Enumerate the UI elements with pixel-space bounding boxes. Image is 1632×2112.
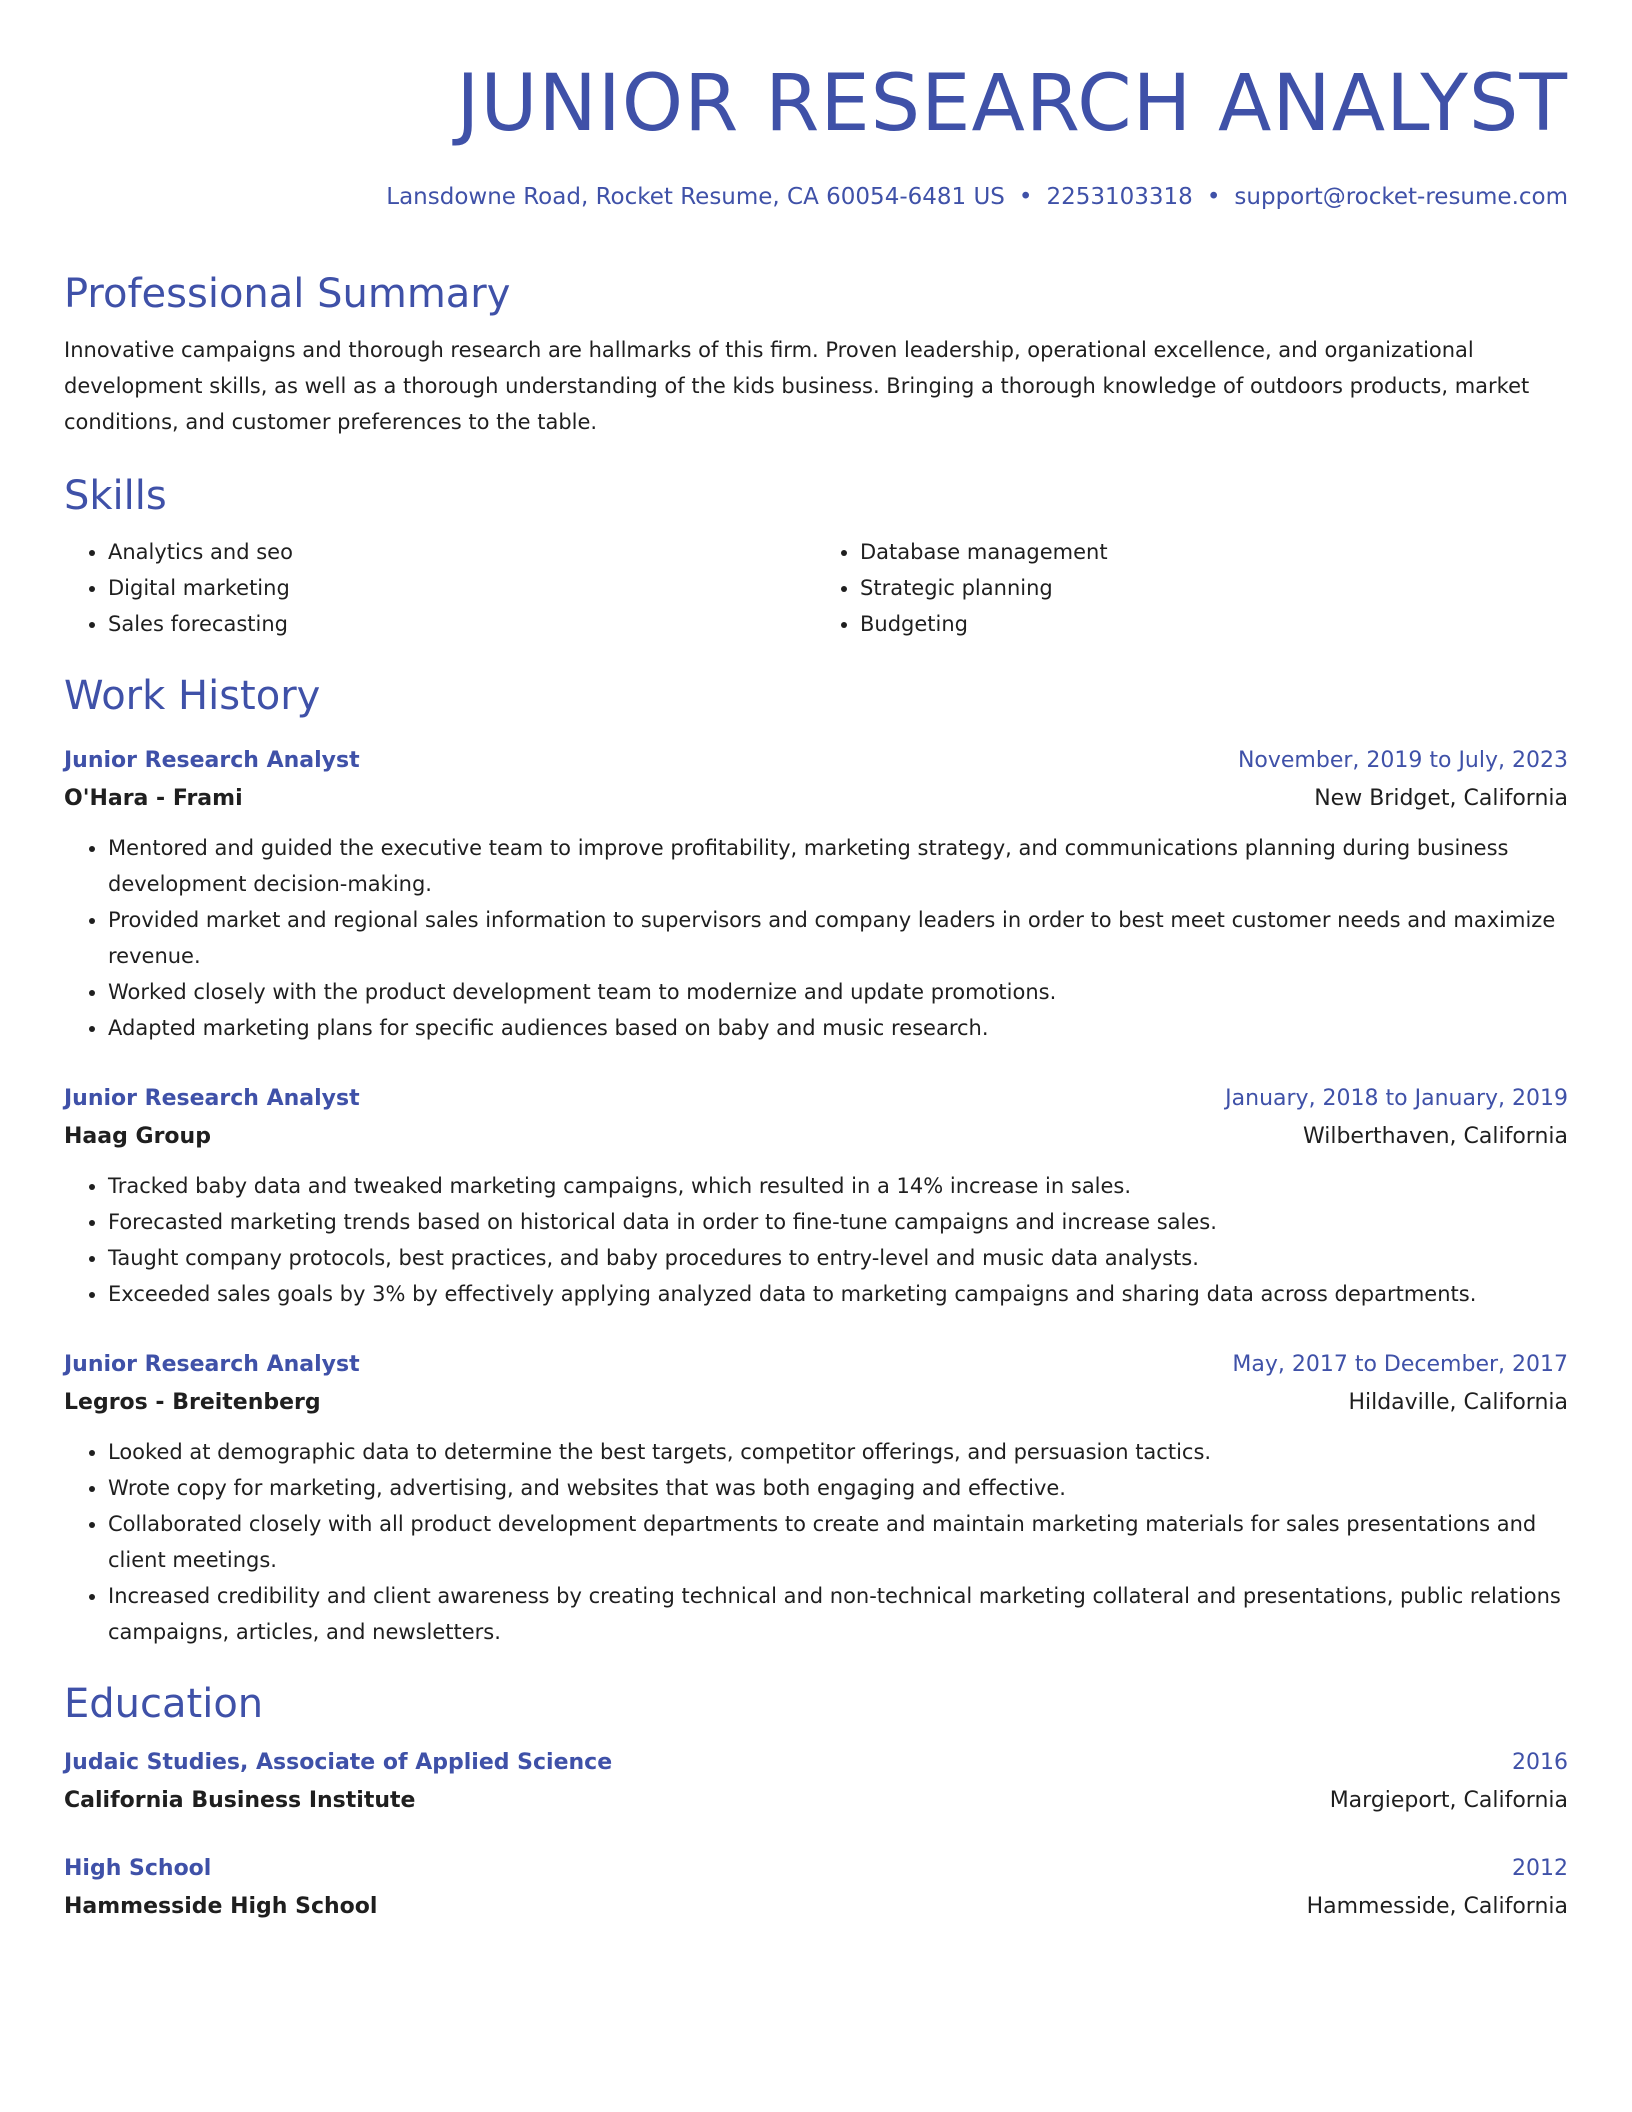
education-year: 2016 xyxy=(1512,1750,1568,1775)
job-entry xyxy=(64,1346,1568,1650)
job-company: Haag Group xyxy=(64,1124,211,1149)
education-year: 2012 xyxy=(1512,1856,1568,1881)
job-dates: May, 2017 to December, 2017 xyxy=(1232,1352,1568,1377)
contact-separator: • xyxy=(1018,184,1033,210)
job-entry xyxy=(64,742,1568,1046)
job-company: Legros - Breitenberg xyxy=(64,1390,321,1415)
job-bullet: • Increased credibility and client awareness by creating technical and non-technical marketing collateral and presentations, public relations campaigns, articles, and newsletters. xyxy=(108,1578,1568,1650)
job-title: Junior Research Analyst xyxy=(64,748,360,773)
job-header-row xyxy=(64,1080,1568,1118)
education-entry xyxy=(64,1850,1568,1926)
job-bullet: • Exceeded sales goals by 3% by effectively applying analyzed data to marketing campaigns and sharing data across departments. xyxy=(108,1276,1568,1312)
job-bullet: • Taught company protocols, best practices, and baby procedures to entry-level and music data analysts. xyxy=(108,1240,1568,1276)
skill-item: • Database management xyxy=(860,534,1568,570)
job-title: Junior Research Analyst xyxy=(64,1086,360,1111)
education-degree: High School xyxy=(64,1856,212,1881)
contact-email: support@rocket-resume.com xyxy=(1234,184,1568,210)
skills-grid xyxy=(64,534,1568,642)
contact-separator: • xyxy=(1206,184,1221,210)
skill-item: • Budgeting xyxy=(860,606,1568,642)
skill-item: • Strategic planning xyxy=(860,570,1568,606)
job-bullets xyxy=(64,1434,1568,1650)
job-bullet: • Mentored and guided the executive team to improve profitability, marketing strategy, and communications planning during business development decision-making. xyxy=(108,830,1568,902)
contact-address: Lansdowne Road, Rocket Resume, CA 60054-6481 US xyxy=(386,184,1005,210)
skills-column-right xyxy=(816,534,1568,642)
job-bullet: • Adapted marketing plans for specific audiences based on baby and music research. xyxy=(108,1010,1568,1046)
skills-column-left xyxy=(64,534,816,642)
job-bullet: • Wrote copy for marketing, advertising, and websites that was both engaging and effective. xyxy=(108,1470,1568,1506)
skill-item: • Sales forecasting xyxy=(108,606,816,642)
contact-line xyxy=(64,182,1568,212)
summary-heading: Professional Summary xyxy=(64,271,511,317)
job-entry xyxy=(64,1080,1568,1312)
education-header-row xyxy=(64,1744,1568,1782)
education-school: Hammesside High School xyxy=(64,1894,378,1919)
resume-name: JUNIOR RESEARCH ANALYST xyxy=(456,59,1568,149)
job-location: Hildaville, California xyxy=(1348,1390,1568,1415)
skill-item: • Digital marketing xyxy=(108,570,816,606)
job-dates: November, 2019 to July, 2023 xyxy=(1237,748,1568,773)
job-company-row xyxy=(64,1384,1568,1422)
education-location: Hammesside, California xyxy=(1306,1894,1568,1919)
job-bullet: • Provided market and regional sales information to supervisors and company leaders in order to best meet customer needs and maximize revenue. xyxy=(108,902,1568,974)
job-dates: January, 2018 to January, 2019 xyxy=(1225,1086,1568,1111)
job-bullet: • Collaborated closely with all product development departments to create and maintain marketing materials for sales presentations and client meetings. xyxy=(108,1506,1568,1578)
job-company: O'Hara - Frami xyxy=(64,786,243,811)
job-bullet: • Forecasted marketing trends based on historical data in order to fine-tune campaigns and increase sales. xyxy=(108,1204,1568,1240)
contact-phone: 2253103318 xyxy=(1046,184,1193,210)
education-header-row xyxy=(64,1850,1568,1888)
job-bullet: • Looked at demographic data to determine the best targets, competitor offerings, and persuasion tactics. xyxy=(108,1434,1568,1470)
job-location: Wilberthaven, California xyxy=(1302,1124,1568,1149)
education-location: Margieport, California xyxy=(1329,1788,1568,1813)
education-school-row xyxy=(64,1888,1568,1926)
education-school: California Business Institute xyxy=(64,1788,416,1813)
education-school-row xyxy=(64,1782,1568,1820)
skills-heading: Skills xyxy=(64,473,167,519)
education-heading: Education xyxy=(64,1681,264,1727)
job-bullet: • Worked closely with the product development team to modernize and update promotions. xyxy=(108,974,1568,1010)
job-company-row xyxy=(64,1118,1568,1156)
job-title: Junior Research Analyst xyxy=(64,1352,360,1377)
job-company-row xyxy=(64,780,1568,818)
job-bullet: • Tracked baby data and tweaked marketing campaigns, which resulted in a 14% increase in sales. xyxy=(108,1168,1568,1204)
summary-text: Innovative campaigns and thorough research are hallmarks of this firm. Proven leadership, operational excellence, and organizational development skills, as well as a thorough understanding of the kids business. Bringing a thorough knowledge of outdoors products, market conditions, and customer preferences to the table. xyxy=(64,338,1530,434)
job-location: New Bridget, California xyxy=(1314,786,1568,811)
education-entry xyxy=(64,1744,1568,1820)
education-degree: Judaic Studies, Associate of Applied Science xyxy=(64,1750,613,1775)
work-history-heading: Work History xyxy=(64,673,321,719)
job-bullets xyxy=(64,830,1568,1046)
job-bullets xyxy=(64,1168,1568,1312)
job-header-row xyxy=(64,742,1568,780)
job-header-row xyxy=(64,1346,1568,1384)
skill-item: • Analytics and seo xyxy=(108,534,816,570)
